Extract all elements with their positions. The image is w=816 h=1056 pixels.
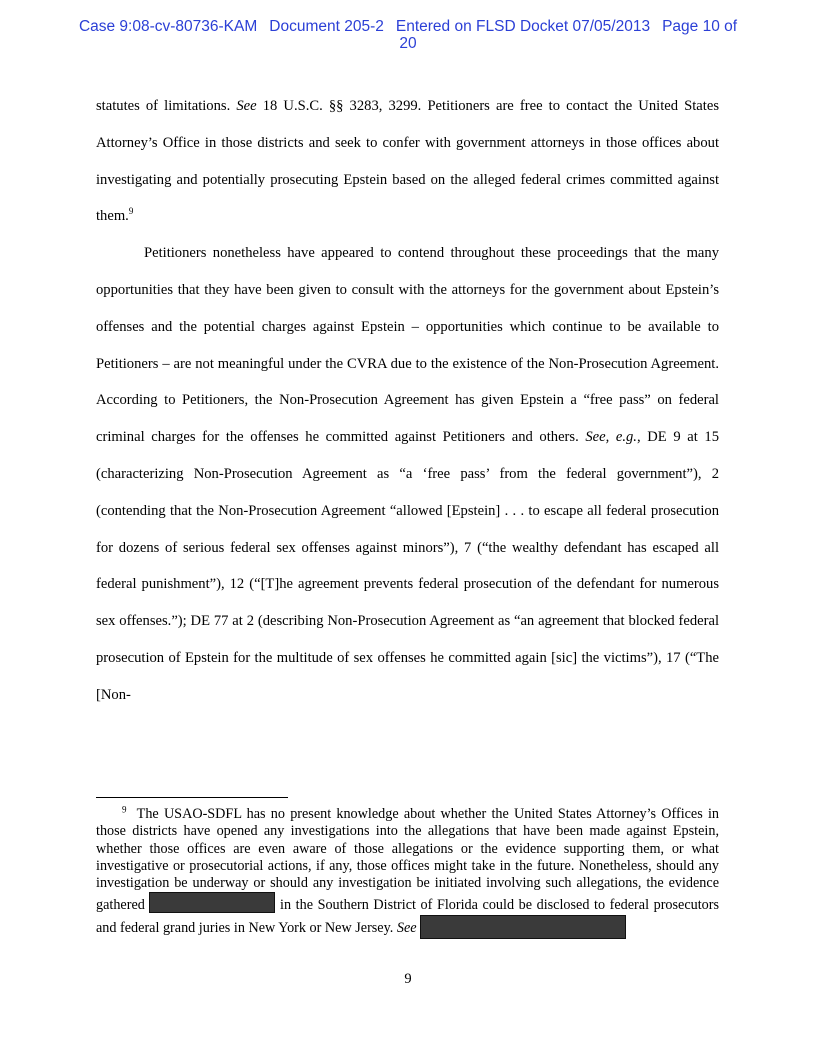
docket-entry: Entered on FLSD Docket 07/05/2013 xyxy=(395,18,651,35)
footnote-text-b: in the Southern District of Florida could be disclosed to federal prosecutors and federal grand juries in New York or New Jersey. xyxy=(96,897,719,936)
page-total: 20 xyxy=(399,35,417,52)
page-of: Page 10 of xyxy=(662,18,738,35)
redaction-box xyxy=(149,892,275,913)
citation-signal: See xyxy=(236,98,257,114)
paragraph-2-text-b: , DE 9 at 15 (characterizing Non-Prosecution Agreement as “a ‘free pass’ from the federal government”), 2 (contending that the Non-Prosecution Agreement “allowed [Epstein] . . . to escape all federal prosecution for dozens of serious federal sex offenses against minors”), 7 (“the wealthy defendant has escaped all federal punishment”), 12 (“[T]he agreement prevents federal prosecution of the defendant for numerous sex offenses.”); DE 77 at 2 (describing Non-Prosecution Agreement as “an agreement that blocked federal prosecution of Epstein for the multitude of sex offenses he committed again [sic] the victims”), 17 (“The [Non- xyxy=(96,429,719,703)
paragraph-2-text-a: Petitioners nonetheless have appeared to contend throughout these proceedings that the many opportunities that they have been given to consult with the attorneys for the government about Epstein’s offenses and the potential charges against Epstein – opportunities which continue to be available to Petitioners – are not meaningful under the CVRA due to the existence of the Non-Prosecution Agreement. According to Petitioners, the Non-Prosecution Agreement has given Epstein a “free pass” on federal criminal charges for the offenses he committed against Petitioners and others. xyxy=(96,245,719,446)
footnote-9 xyxy=(96,806,719,939)
footnote-text-a: The USAO-SDFL has no present knowledge about whether the United States Attorney’s Offices in those districts have opened any investigations into the allegations that have been made against Epstein, whether those offices are even aware of those allegations or the evidence supporting them, or what investigative or prosecutorial actions, if any, those offices might take in the future. Nonetheless, should any investigation be underway or should any investigation be initiated involving such allegations, the evidence gathered xyxy=(96,806,719,914)
footnote-divider xyxy=(96,797,288,798)
docket-header xyxy=(40,18,776,52)
paragraph-1-text-b: 18 U.S.C. §§ 3283, 3299. Petitioners are free to contact the United States Attorney’s Office in those districts and seek to confer with government attorneys in those offices about investigating and potentially prosecuting Epstein based on the alleged federal crimes committed against them. xyxy=(96,98,719,225)
redaction-box xyxy=(420,915,626,939)
footnote-reference: 9 xyxy=(128,206,134,217)
paragraph-1 xyxy=(96,88,719,235)
case-number: Case 9:08-cv-80736-KAM xyxy=(78,18,258,35)
page-number: 9 xyxy=(404,971,412,987)
paragraph-2 xyxy=(96,235,719,713)
paragraph-1-text-a: statutes of limitations. xyxy=(96,98,237,114)
citation-signal: See xyxy=(396,919,417,936)
citation-signal: See, e.g. xyxy=(585,429,637,446)
footnote-number: 9 xyxy=(122,804,127,815)
document-number: Document 205-2 xyxy=(269,18,384,35)
body-text xyxy=(96,88,719,714)
